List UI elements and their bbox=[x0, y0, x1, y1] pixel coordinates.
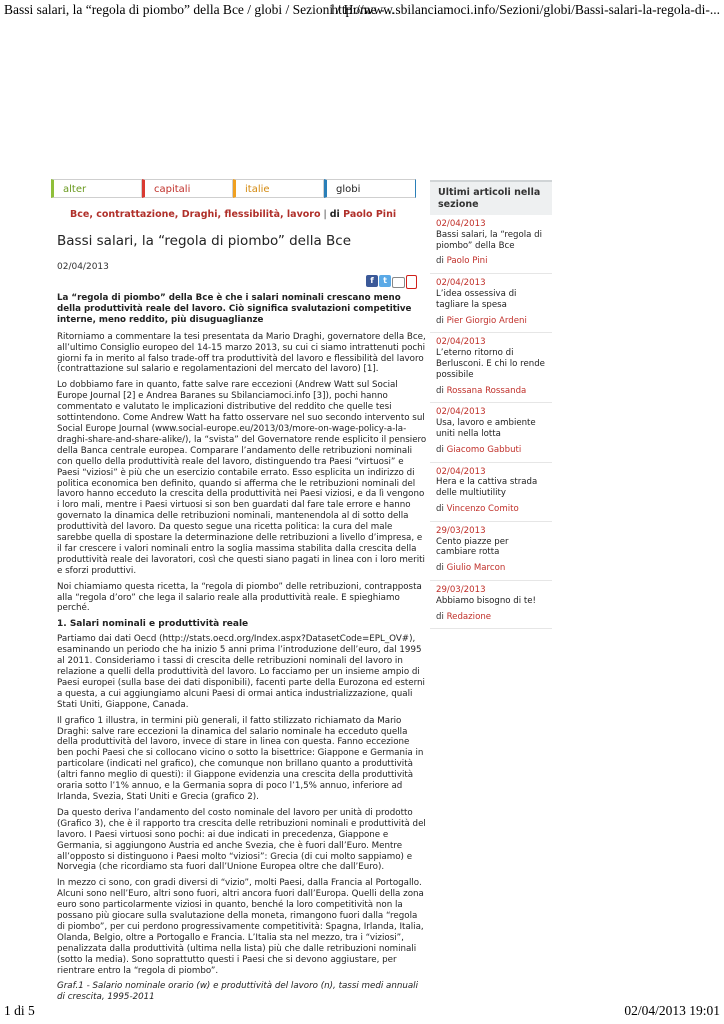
byline-prefix: di bbox=[436, 503, 444, 514]
sidebar-item-byline bbox=[436, 316, 546, 327]
sidebar-item-byline bbox=[436, 504, 546, 515]
sidebar-item bbox=[430, 215, 552, 274]
print-header-title: Bassi salari, la “regola di piombo” della Bce / globi / Sezioni / Home -... bbox=[4, 2, 395, 17]
sidebar-item-date: 29/03/2013 bbox=[436, 584, 486, 595]
paragraph: Lo dobbiamo fare in quanto, fatte salve rare eccezioni (Andrew Watt sul Social Europe Journal [2] e Andrea Baranes su Sbilanciamoci.info [3]), pochi hanno commentato e valutato le implicazioni distributive del reddito che quelle tesi sottintendono. Come Andrew Watt ha fatto osservare nel suo secondo intervento sul Social Europe Journal (www.social-europe.eu/2013/03/more-on-wage-policy-a-la-draghi-share-and-share-alike/), la “svista” del Governatore rende esplicito il pensiero della Banca centrale europea. Comparare l’andamento delle retribuzioni nominali con quello della produttività reale del lavoro, distinguendo tra Paesi “virtuosi” e Paesi “viziosi” è più che un esercizio contabile errato. Esso esplicita un indirizzo di politica economica ben definito, quando si afferma che le retribuzioni nominali del lavoro hanno ecceduto la crescita della produttività nei Paesi viziosi, e da lì vengono i loro mali, mentre i Paesi virtuosi si son ben guardati dal fare tale errore e hanno governato la dinamica delle retribuzioni nominali, mantenendola al di sotto della produttività del lavoro. Da questo segue una ricetta politica: la cura del male sarebbe quella di spostare la determinazione delle retribuzioni a livello d’impresa, e il far crescere i valori nominali entro la soglia massima stabilita dalla crescita della produttività reale dei lavoratori, così che questi siano pagati in linea con i loro meriti e sforzi produttivi. bbox=[57, 380, 427, 576]
sidebar-item-byline bbox=[436, 256, 546, 267]
sidebar-item-author[interactable]: Redazione bbox=[446, 611, 492, 622]
pdf-icon[interactable] bbox=[406, 275, 417, 289]
sidebar-item-author[interactable]: Giacomo Gabbuti bbox=[446, 444, 522, 455]
tab-alter[interactable]: alter bbox=[51, 179, 142, 198]
sidebar-item-author[interactable]: Paolo Pini bbox=[446, 256, 488, 267]
sidebar-title: Ultimi articoli nella sezione bbox=[430, 180, 552, 215]
author-link[interactable]: Paolo Pini bbox=[343, 209, 397, 220]
print-timestamp: 02/04/2013 19:01 bbox=[624, 1003, 720, 1018]
byline-prefix: di bbox=[436, 611, 444, 622]
section-heading: 1. Salari nominali e produttività reale bbox=[57, 619, 249, 630]
tab-globi[interactable]: globi bbox=[324, 179, 416, 198]
sidebar-item-date: 02/04/2013 bbox=[436, 466, 486, 477]
sidebar-item-title[interactable]: Usa, lavoro e ambiente uniti nella lotta bbox=[436, 418, 536, 439]
sidebar-item-title[interactable]: L’idea ossessiva di tagliare la spesa bbox=[436, 288, 517, 310]
article-date: 02/04/2013 bbox=[57, 262, 109, 272]
sidebar-item-byline bbox=[436, 445, 546, 456]
sidebar-item-title[interactable]: L’eterno ritorno di Berlusconi. E chi lo rende possibile bbox=[436, 348, 545, 380]
sidebar-item bbox=[430, 333, 552, 403]
sidebar-item-byline bbox=[436, 563, 546, 574]
share-toolbar bbox=[366, 275, 417, 289]
sidebar-item-date: 02/04/2013 bbox=[436, 337, 486, 348]
sidebar-item-author[interactable]: Vincenzo Comito bbox=[446, 503, 519, 514]
sidebar-item-title[interactable]: Cento piazze per cambiare rotta bbox=[436, 536, 509, 558]
facebook-icon[interactable]: f bbox=[366, 275, 378, 287]
byline-prefix: di bbox=[436, 385, 444, 396]
sidebar-item bbox=[430, 463, 552, 522]
byline-prefix: di bbox=[436, 444, 444, 455]
paragraph: In mezzo ci sono, con gradi diversi di “vizio”, molti Paesi, dalla Francia al Portogallo. Alcuni sono nell’Euro, altri sono fuori, altri ancora fuori dall’Europa. Quelli della zona euro sono particolarmente viziosi in quanto, benché la loro competitività non la possano più giocare sulla svalutazione della moneta, rimangono fuori dalla “regola di piombo”, per cui perdono progressivamente competitività: Spagna, Irlanda, Italia, Olanda, Belgio, oltre a Portogallo e Francia. L’Italia sta nel mezzo, tra i “viziosi”, penalizzata dalla produttività (ultima nella lista) più che dalle retribuzioni nominali (sotto la media). Sono soprattutto questi i Paesi che si devono aggiustare, per rientrare entro la “regola di piombo”. bbox=[57, 878, 424, 976]
sidebar-item-author[interactable]: Rossana Rossanda bbox=[446, 385, 527, 396]
print-header-url: http://www.sbilanciamoci.info/Sezioni/globi/Bassi-salari-la-regola-di-... bbox=[331, 2, 720, 17]
sidebar-item-date: 29/03/2013 bbox=[436, 525, 486, 536]
sidebar-item-title[interactable]: Abbiamo bisogno di te! bbox=[436, 595, 536, 606]
author-prefix: di bbox=[329, 209, 340, 220]
sidebar-item-title[interactable]: Hera e la cattiva strada delle multiutility bbox=[436, 477, 538, 499]
tab-italie[interactable]: italie bbox=[233, 179, 324, 198]
sidebar-item-date: 02/04/2013 bbox=[436, 407, 486, 418]
sidebar-item bbox=[430, 522, 552, 581]
sidebar-item bbox=[430, 274, 552, 333]
article-body bbox=[57, 293, 427, 1008]
sidebar-item-date: 02/04/2013 bbox=[436, 219, 486, 229]
sidebar-item-byline bbox=[436, 386, 546, 397]
figure-caption: Graf.1 - Salario nominale orario (w) e produttività del lavoro (n), tassi medi annuali di crescita, 1995-2011 bbox=[57, 981, 419, 1003]
sidebar-item bbox=[430, 403, 552, 462]
byline-prefix: di bbox=[436, 256, 444, 267]
tag-list[interactable]: Bce, contrattazione, Draghi, flessibilità, lavoro bbox=[70, 209, 321, 220]
sidebar-latest-articles bbox=[430, 180, 552, 629]
twitter-icon[interactable]: t bbox=[379, 275, 391, 287]
page-number: 1 di 5 bbox=[4, 1003, 35, 1018]
sidebar-item-title[interactable]: Bassi salari, la “regola di piombo” della Bce bbox=[436, 229, 542, 251]
sidebar-item-byline bbox=[436, 612, 546, 623]
article-title: Bassi salari, la “regola di piombo” della Bce bbox=[57, 233, 352, 249]
paragraph: Ritorniamo a commentare la tesi presentata da Mario Draghi, governatore della Bce, all’ultimo Consiglio europeo del 14-15 marzo 2013, su cui ci siamo intrattenuti pochi giorni fa in merito al falso trade-off tra produttività del lavoro e flessibilità del lavoro (contrattazione sul salario e regolamentazioni del mercato del lavoro) [1]. bbox=[57, 331, 426, 375]
byline-prefix: di bbox=[436, 315, 444, 326]
paragraph: Noi chiamiamo questa ricetta, la “regola di piombo” delle retribuzioni, contrapposta alla “regola d’oro” che lega il salario reale alla produttività reale. E spieghiamo perché. bbox=[57, 581, 422, 614]
tab-capitali[interactable]: capitali bbox=[142, 179, 233, 198]
paragraph: Partiamo dai dati Oecd (http://stats.oecd.org/Index.aspx?DatasetCode=EPL_OV#), esaminando un periodo che ha inizio 5 anni prima l’introduzione dell’euro, dal 1995 al 2011. Consideriamo i tassi di crescita delle retribuzioni nominali del lavoro in relazione a quelli della produttività del lavoro. Lo facciamo per un insieme ampio di Paesi europei (sulla base dei dati disponibili), facenti parte della Eurozona ed esterni a questa, a cui aggiungiamo alcuni Paesi di ormai antica industrializzazione, quali Stati Uniti, Giappone, Canada. bbox=[57, 634, 425, 710]
sidebar-item-date: 02/04/2013 bbox=[436, 278, 486, 289]
sidebar-item bbox=[430, 581, 552, 629]
tag-separator: | bbox=[323, 209, 327, 220]
paragraph: Il grafico 1 illustra, in termini più generali, il fatto stilizzato richiamato da Mario Draghi: salve rare eccezioni la dinamica del salario nominale ha ecceduto quella della produttività del lavoro, invece di stare in linea con questa. Fanno eccezione ben pochi Paesi che si collocano vicino o sotto la bisettrice: Giappone e Germania in particolare (indicati nel grafico), che comunque non brillano quanto a produttività (altri fanno meglio di questi): il Giappone evidenzia una crescita della produttività oraria sotto l’1% annuo, e la Germania sopra di poco l’1,5% annuo, inferiore ad Irlanda, Svezia, Stati Uniti e Grecia (grafico 2). bbox=[57, 715, 424, 802]
byline-prefix: di bbox=[436, 563, 444, 574]
paragraph: Da questo deriva l’andamento del costo nominale del lavoro per unità di prodotto (Grafico 3), che è il rapporto tra crescita delle retribuzioni nominali e produttività del lavoro. I Paesi virtuosi sono pochi: ai due indicati in precedenza, Giappone e Germania, si aggiungono Austria ed anche Svezia, che è fuori dall’Euro. Mentre all’opposto si distinguono i Paesi molto “viziosi”: Grecia (di cui molto sappiamo) e Norvegia (che ricordiamo sta fuori dall’Unione Europea oltre che dall’Euro). bbox=[57, 807, 426, 873]
sidebar-item-author[interactable]: Giulio Marcon bbox=[446, 563, 506, 574]
section-tabs bbox=[51, 179, 416, 199]
sidebar-item-author[interactable]: Pier Giorgio Ardeni bbox=[446, 315, 527, 326]
article-lead: La “regola di piombo” della Bce è che i salari nominali crescano meno della produttività reale del lavoro. Ciò significa svalutazioni competitive interne, meno reddito, più disuguaglianze bbox=[57, 293, 412, 325]
email-icon[interactable] bbox=[392, 277, 405, 288]
article-tags bbox=[70, 209, 396, 220]
